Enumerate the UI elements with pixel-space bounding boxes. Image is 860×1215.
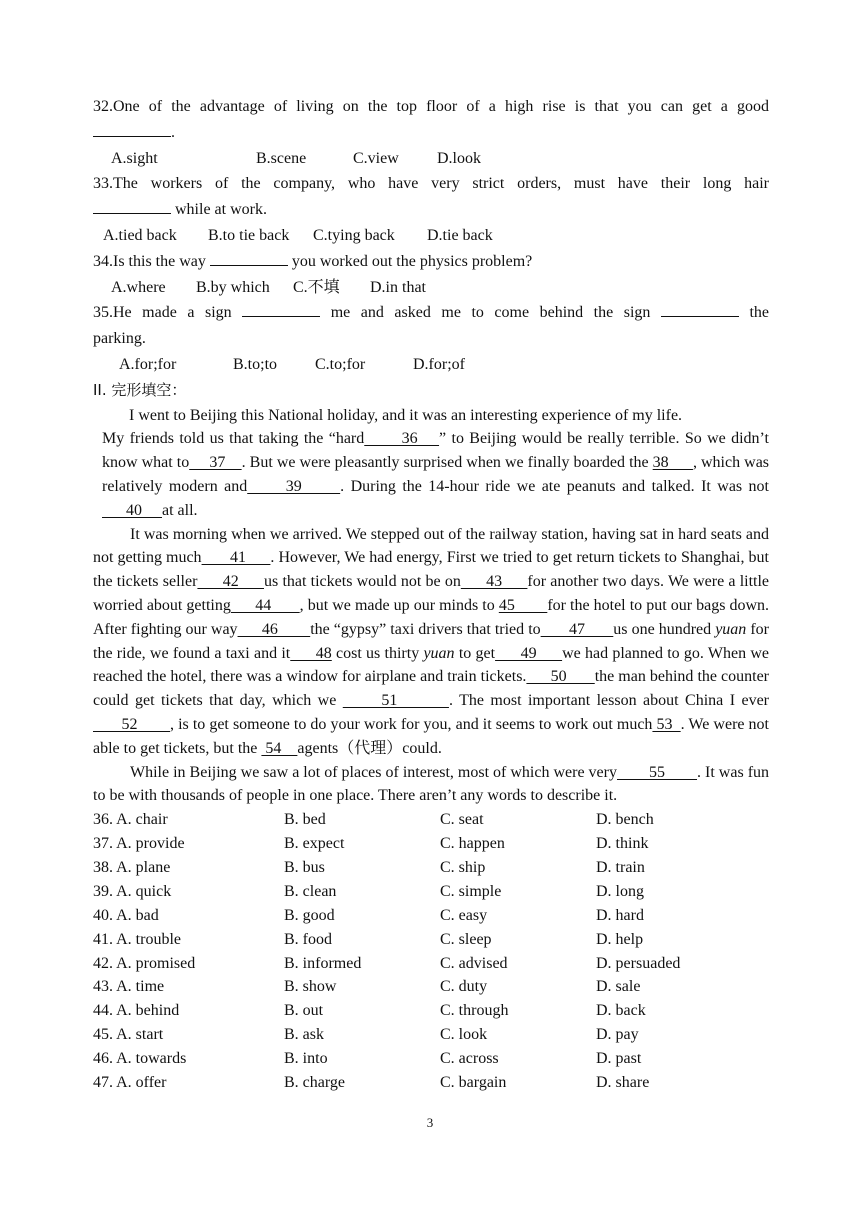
passage-text: for the ride, we found a taxi and it [93,620,770,662]
passage-paragraph-2 [93,427,769,522]
passage-text: . However, We had energy, First we tried to get return tickets to Shanghai, but the tickets seller [93,549,769,591]
choice-a: 37. A. provide [93,835,185,853]
question-35-stem [93,300,769,326]
choice-a: 39. A. quick [93,882,172,900]
passage-italic-yuan: yuan [423,644,455,662]
choice-c: C. duty [440,978,488,996]
question-34-text-a: 34.Is this the way [93,252,210,270]
choice-list [93,808,769,1095]
passage-text: to get [454,644,496,662]
blank-37: 37 [189,454,242,472]
blank-40: 40 [102,501,162,519]
blank-51: 51 [342,692,449,710]
blank-43: 43 [460,573,528,591]
blank-36: 36 [364,430,440,448]
passage-italic-yuan: yuan [715,620,747,638]
passage-text: , is to get someone to do your work for you, and it seems to work out much [170,715,653,733]
option-d: D.look [437,149,481,167]
option-d: D.in that [370,278,426,296]
choice-row [93,999,769,1023]
choice-a: 40. A. bad [93,906,159,924]
question-35-options [93,352,769,378]
option-b: B.by which [196,278,270,296]
blank-50: 50 [526,668,595,686]
question-32-end: . [171,123,175,141]
choice-c: C. across [440,1050,499,1068]
passage-paragraph-1: I went to Beijing this National holiday, and it was an interesting experience of my life. [129,406,683,424]
choice-row [93,1071,769,1095]
passage-text: for another two days. We were a little worried about getting [93,573,770,614]
choice-c: C. easy [440,906,488,924]
choice-a: 41. A. trouble [93,930,181,948]
passage-text: the man behind the counter could get tickets that day, which we [93,668,769,710]
answer-blank [242,302,320,317]
option-c: C.tying back [313,226,395,244]
choice-b: B. ask [284,1026,324,1044]
passage-text: , but we made up our minds to [299,596,499,614]
passage-text: at all. [162,501,198,519]
question-33-options [93,223,769,249]
choice-d: D. sale [596,978,641,996]
answer-blank [93,122,171,137]
question-33-text: 33.The workers of the company, who have very strict orders, must have their long hair [93,175,769,193]
choice-row [93,904,769,928]
question-34-stem [93,249,769,275]
choice-row [93,856,769,880]
passage-text: . But we were pleasantly surprised when we finally boarded the [241,454,653,472]
blank-49: 49 [495,644,563,662]
page-number: 3 [426,1115,434,1130]
passage-text: . The most important lesson about China I ever [448,692,770,710]
blank-47: 47 [540,620,614,638]
choice-b: B. bus [284,858,325,876]
choice-c: C. seat [440,811,484,829]
blank-38: 38 [652,454,693,472]
passage-text: . During the 14-hour ride we ate peanuts and talked. It was not [340,477,770,495]
choice-b: B. show [284,978,337,996]
blank-42: 42 [197,573,264,591]
choice-b: B. bed [284,811,326,829]
choice-row [93,975,769,999]
choice-c: C. sleep [440,930,492,948]
choice-a: 36. A. chair [93,811,168,829]
choice-c: C. bargain [440,1074,507,1092]
option-c: C.不填 [293,278,340,296]
blank-41: 41 [201,549,271,567]
option-b: B.to tie back [208,226,290,244]
question-32-blank-line [93,120,769,146]
blank-48: 48 [290,644,332,662]
question-33-blank-line [93,197,769,223]
blank-55: 55 [617,763,698,781]
passage-text: agents（代理）could. [297,739,442,757]
choice-row [93,1023,769,1047]
choice-c: C. advised [440,954,508,972]
passage-text: . It was fun to be with thousands of people in one place. There aren’t any words to describe it. [93,763,770,805]
blank-54: 54 [261,739,298,757]
passage-text: us one hundred [613,620,716,638]
passage-text: . We were not able to get tickets, but the [93,715,770,757]
question-35-text-a: 35.He made a sign [93,304,243,322]
question-33-end: while at work. [171,201,267,219]
answer-blank [661,302,739,317]
option-b: B.to;to [233,355,278,373]
passage-text: , which was relatively modern and [102,454,770,495]
option-a: A.tied back [103,226,177,244]
blank-46: 46 [237,620,311,638]
question-32-text: 32.One of the advantage of living on the top floor of a high rise is that you can get a good [93,98,769,115]
blank-39: 39 [247,477,341,495]
question-33-stem [93,171,769,197]
choice-a: 46. A. towards [93,1050,187,1068]
choice-c: C. ship [440,858,486,876]
passage-text: While in Beijing we saw a lot of places of interest, most of which were very [130,763,617,781]
choice-a: 42. A. promised [93,954,196,972]
passage-text: cost us thirty [331,644,424,662]
passage-text: ” to Beijing would be really terrible. So we didn’t know what to [102,430,770,472]
question-34-text-b: you worked out the physics problem? [287,252,533,270]
choice-b: B. informed [284,954,362,972]
choice-b: B. out [284,1002,324,1020]
choice-c: C. through [440,1002,509,1020]
choice-b: B. charge [284,1074,346,1092]
question-35-text-b: me and asked me to come behind the sign [330,304,661,322]
choice-b: B. food [284,930,332,948]
choice-d: D. hard [596,906,644,924]
passage-text: us that tickets would not be on [264,573,461,591]
choice-c: C. happen [440,835,505,853]
choice-row [93,832,769,856]
choice-d: D. back [596,1002,646,1020]
question-35-text-c: the [749,304,770,322]
answer-blank [210,251,288,266]
choice-row [93,808,769,832]
choice-d: D. pay [596,1026,639,1044]
option-d: D.for;of [413,355,465,373]
choice-a: 38. A. plane [93,858,171,876]
choice-d: D. share [596,1074,650,1092]
choice-d: D. help [596,930,644,948]
choice-a: 44. A. behind [93,1002,180,1020]
choice-b: B. good [284,906,335,924]
passage-text: for the hotel to put our bags down. After fighting our way [93,596,770,638]
blank-52: 52 [93,715,171,733]
passage-text: It was morning when we arrived. We stepped out of the railway station, having sat in hard seats and not getting much [93,525,769,567]
answer-blank [93,199,171,214]
option-c: C.view [353,149,399,167]
choice-row [93,952,769,976]
choice-d: D. long [596,882,644,900]
option-b: B.scene [256,149,307,167]
choice-b: B. into [284,1050,328,1068]
choice-d: D. bench [596,811,654,829]
option-a: A.for;for [119,355,177,373]
blank-45: 45 [498,596,548,614]
section-title: II. 完形填空： [93,380,187,399]
choice-c: C. look [440,1026,488,1044]
passage-paragraph-3 [93,523,769,761]
question-34-options [93,275,769,301]
choice-b: B. clean [284,882,337,900]
choice-a: 45. A. start [93,1026,164,1044]
blank-44: 44 [230,596,300,614]
passage-text: the “gypsy” taxi drivers that tried to [310,620,541,638]
blank-53: 53 [652,715,681,733]
passage-text: we had planned to go. When we reached the hotel, there was a window for airplane and train tickets. [93,644,770,686]
choice-a: 47. A. offer [93,1074,167,1092]
worksheet-page [93,94,769,1095]
choice-c: C. simple [440,882,502,900]
choice-d: D. think [596,835,649,853]
choice-row [93,1047,769,1071]
question-32-options [93,146,769,172]
option-a: A.sight [111,149,158,167]
passage-text: My friends told us that taking the “hard [102,430,365,448]
choice-row [93,880,769,904]
cloze-passage [93,404,769,809]
option-a: A.where [111,278,166,296]
choice-row [93,928,769,952]
choice-b: B. expect [284,835,345,853]
option-c: C.to;for [315,355,366,373]
choice-d: D. train [596,858,645,876]
option-d: D.tie back [427,226,493,244]
question-35-line2: parking. [93,330,146,348]
choice-d: D. persuaded [596,954,681,972]
choice-d: D. past [596,1050,642,1068]
question-32-stem [93,94,769,120]
choice-a: 43. A. time [93,978,165,996]
passage-paragraph-4 [93,761,769,809]
